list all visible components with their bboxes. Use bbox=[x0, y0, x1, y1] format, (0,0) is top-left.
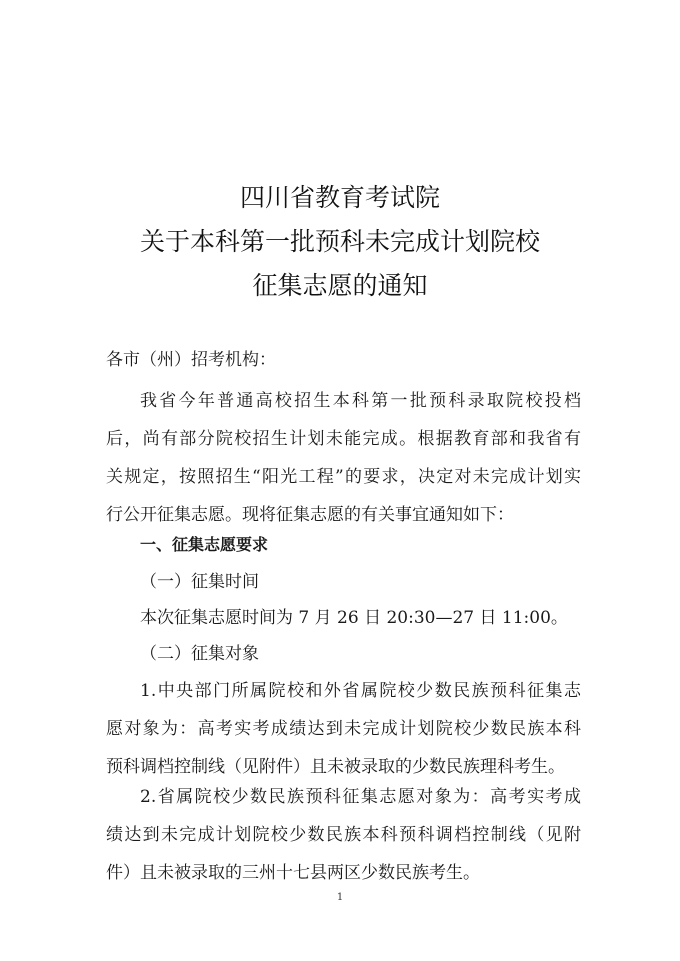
item2-line-1: 2.省属院校少数民族预科征集志愿对象为：高考实考成 bbox=[140, 787, 581, 807]
target-item-2 bbox=[106, 782, 581, 888]
subsection-heading-time: （一）征集时间 bbox=[140, 572, 259, 592]
item1-line-1: 1.中央部门所属院校和外省属院校少数民族预科征集志 bbox=[140, 681, 581, 701]
item1-line-2: 愿对象为：高考实考成绩达到未完成计划院校少数民族本科 bbox=[106, 719, 581, 739]
intro-line-2: 后，尚有部分院校招生计划未能完成。根据教育部和我省有 bbox=[106, 429, 581, 449]
item2-line-3: 件）且未被录取的三州十七县两区少数民族考生。 bbox=[106, 863, 480, 883]
subsection-heading-target: （二）征集对象 bbox=[140, 644, 259, 664]
intro-paragraph bbox=[106, 386, 581, 530]
salutation: 各市（州）招考机构： bbox=[106, 350, 276, 370]
intro-line-1: 我省今年普通高校招生本科第一批预科录取院校投档 bbox=[140, 391, 581, 411]
section-heading-requirements: 一、征集志愿要求 bbox=[140, 535, 269, 554]
title-line-2: 关于本科第一批预科未完成计划院校 bbox=[139, 227, 540, 256]
item2-line-2: 绩达到未完成计划院校少数民族本科预科调档控制线（见附 bbox=[106, 825, 581, 845]
title-line-1: 四川省教育考试院 bbox=[239, 183, 440, 212]
intro-line-3: 关规定，按照招生“阳光工程”的要求，决定对未完成计划实 bbox=[106, 467, 581, 487]
title-line-3: 征集志愿的通知 bbox=[252, 271, 428, 300]
target-item-1 bbox=[106, 676, 581, 782]
page-number: 1 bbox=[336, 892, 344, 903]
intro-line-4: 行公开征集志愿。现将征集志愿的有关事宜通知如下： bbox=[106, 505, 514, 525]
time-text: 本次征集志愿时间为 7 月 26 日 20:30—27 日 11:00。 bbox=[140, 608, 568, 628]
document-title bbox=[0, 176, 680, 308]
item1-line-3: 预科调档控制线（见附件）且未被录取的少数民族理科考生。 bbox=[106, 757, 565, 777]
